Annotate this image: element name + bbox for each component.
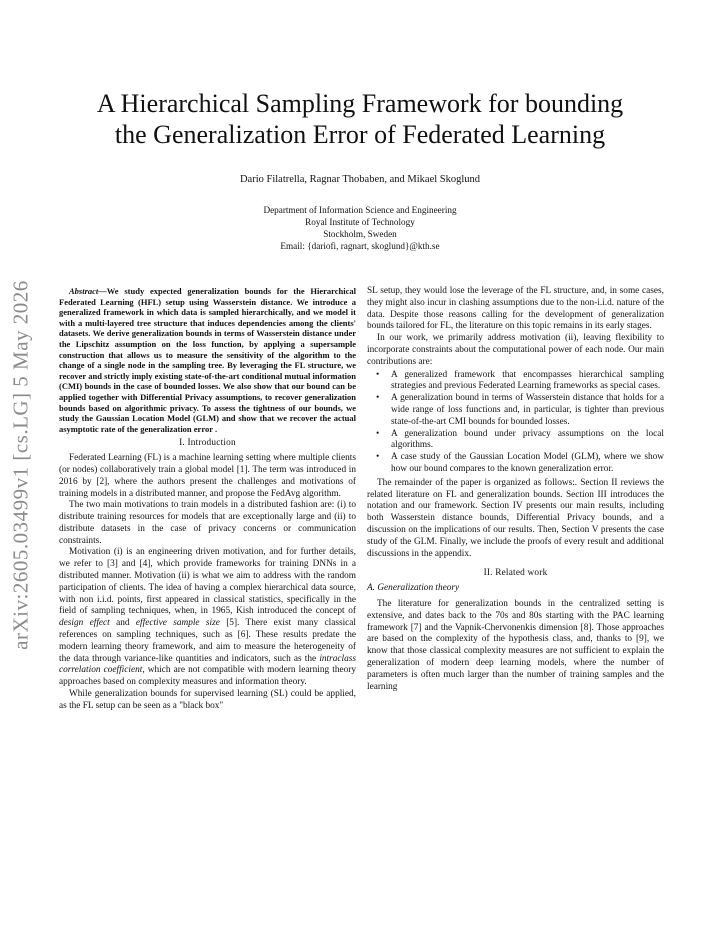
affiliation-city: Stockholm, Sweden [323, 229, 397, 239]
bullet-icon: • [376, 428, 380, 439]
affiliation-block [0, 204, 720, 252]
affiliation-institute: Royal Institute of Technology [305, 217, 415, 227]
abstract [59, 286, 356, 434]
affiliation-email: Email: {dariofi, ragnart, skoglund}@kth.se [280, 241, 440, 251]
intro-paragraph-3-part-a: Motivation (i) is an engineering driven motivation, and for further details, we refer to [3] and [4], which provide frameworks for training DNNs in a distributed manner. Motivation (ii) is what we aim to address with the random participation of clients. The idea of having a complex hierarchical data source, with non i.i.d. points, first appeared in classical statistics, specifically in the field of sampling techniques, when, in 1965, Kish introduced the concept of [59, 547, 356, 617]
term-design-effect: design effect [59, 618, 110, 629]
paper-title [40, 88, 680, 150]
list-item-text: A generalized framework that encompasses hierarchical sampling strategies and previous Federated Learning frameworks as special cases. [391, 369, 664, 392]
list-item [367, 452, 664, 476]
paper-title-line-2: the Generalization Error of Federated Learning [114, 120, 606, 149]
paper-title-line-1: A Hierarchical Sampling Framework for bounding [96, 89, 624, 118]
left-column [59, 286, 356, 713]
intro-paragraph-4: While generalization bounds for supervised learning (SL) could be applied, as the FL setup can be seen as a "black box" [59, 689, 356, 711]
bullet-icon: • [376, 452, 380, 463]
list-item [367, 429, 664, 453]
intro-paragraph-3-and: and [109, 618, 136, 629]
contributions-list [367, 370, 664, 476]
intro-paragraph-2: The two main motivations to train models in a distributed fashion are: (i) to distribute training resources for models that are exceptionally large and (ii) to distribute datasets in the case of privacy concerns or communication constraints. [59, 500, 356, 546]
term-effective-sample-size: effective sample size [135, 618, 220, 629]
author-list: Dario Filatrella, Ragnar Thobaben, and Mikael Skoglund [239, 174, 481, 185]
right-paragraph-2: In our work, we primarily address motivation (ii), leaving flexibility to incorporate constraints about the computational power of each node. Our main contributions are: [367, 333, 664, 367]
arxiv-identifier-text: arXiv:2605.03499v1 [cs.LG] 5 May 2026 [8, 280, 33, 650]
section-heading-related-work: II. Related work [483, 568, 548, 579]
list-item [367, 393, 664, 428]
intro-paragraph-1: Federated Learning (FL) is a machine learning setting where multiple clients (or nodes) collaboratively train a global model [1]. The term was introduced in 2016 by [2], where the authors present the challenges and motivations of training models in a distributed manner, and propose the FedAvg algorithm. [59, 453, 356, 499]
bullet-icon: • [376, 369, 380, 380]
right-column [367, 286, 664, 693]
abstract-text: —We study expected generalization bounds for the Hierarchical Federated Learning (HFL) setup using Wasserstein distance. We introduce a generalized framework in which data is sampled hierarchically, and we model it with a multi-layered tree structure that induces dependencies among the clients' datasets. We derive generalization bounds in terms of Wasserstein distance under the Lipschitz assumption on the loss function, by applying a supersample construction that allows us to measure the sensitivity of the algorithm to the change of a single node in the sampling tree. By leveraging the FL structure, we recover and strictly imply existing state-of-the-art conditional mutual information (CMI) bounds in the case of bounded losses. We also show that our bound can be applied together with Differential Privacy assumptions, to recover generalization bounds based on algorithmic privacy. To assess the tightness of our bounds, we study the Gaussian Location Model (GLM) and show that we recover the actual asymptotic rate of the generalization error . [59, 286, 356, 434]
section-heading-introduction: I. Introduction [179, 438, 236, 449]
intro-paragraph-3-part-b: [5]. There exist many classical references on sampling techniques, such as [6]. These results predate the modern learning theory framework, and aim to measure the heterogeneity of the data through variance-like quantities and indicators, such as the [59, 618, 356, 664]
list-item-text: A generalization bound under privacy assumptions on the local algorithms. [391, 428, 664, 451]
list-item-text: A case study of the Gaussian Location Model (GLM), where we show how our bound compares to the known generalization error. [391, 452, 664, 474]
subsection-heading-generalization-theory: A. Generalization theory [367, 583, 460, 594]
list-item [367, 370, 664, 394]
list-item-text: A generalization bound in terms of Wasserstein distance that holds for a wide range of loss functions and, in particular, is tighter than previous state-of-the-art CMI bounds for bounded losses. [391, 393, 664, 427]
right-paragraph-4: The literature for generalization bounds in the centralized setting is extensive, and dates back to the 70s and 80s starting with the PAC learning framework [7] and the Vapnik-Chervonenkis dimension [8]. Those approaches are based on the complexity of the hypothesis class, and, thanks to [9], we know that those classical complexity measures are not sufficient to explain the generalization of modern deep learning models, where the number of parameters is often much larger than the number of training samples and the learning [367, 598, 664, 692]
right-paragraph-1: SL setup, they would lose the leverage of the FL structure, and, in some cases, they might also incur in clashing assumptions due to the non-i.i.d. nature of the data. Despite those reasons calling for the development of generalization bounds tailored for FL, the literature on this topic remains in its early stages. [367, 286, 664, 332]
intro-paragraph-3-part-c: , which are not compatible with modern learning theory approaches based on complexity measures and information theory. [59, 665, 356, 688]
term-intraclass-correlation: intraclass correlation coefficient [59, 653, 356, 676]
affiliation-department: Department of Information Science and Engineering [263, 205, 457, 215]
abstract-label: Abstract [69, 286, 99, 296]
arxiv-identifier [6, 260, 36, 670]
bullet-icon: • [376, 393, 380, 404]
intro-paragraph-3 [59, 547, 356, 689]
right-paragraph-3: The remainder of the paper is organized as follows:. Section II reviews the related literature on FL and generalization bounds. Section III introduces the notation and our framework. Section IV presents our main results, including both Wasserstein distance bounds, Differential Privacy bounds, and a discussion on the implications of our results. Then, Section V presents the case study of the GLM. Finally, we include the proofs of every result and additional discussions in the appendix. [367, 477, 664, 559]
